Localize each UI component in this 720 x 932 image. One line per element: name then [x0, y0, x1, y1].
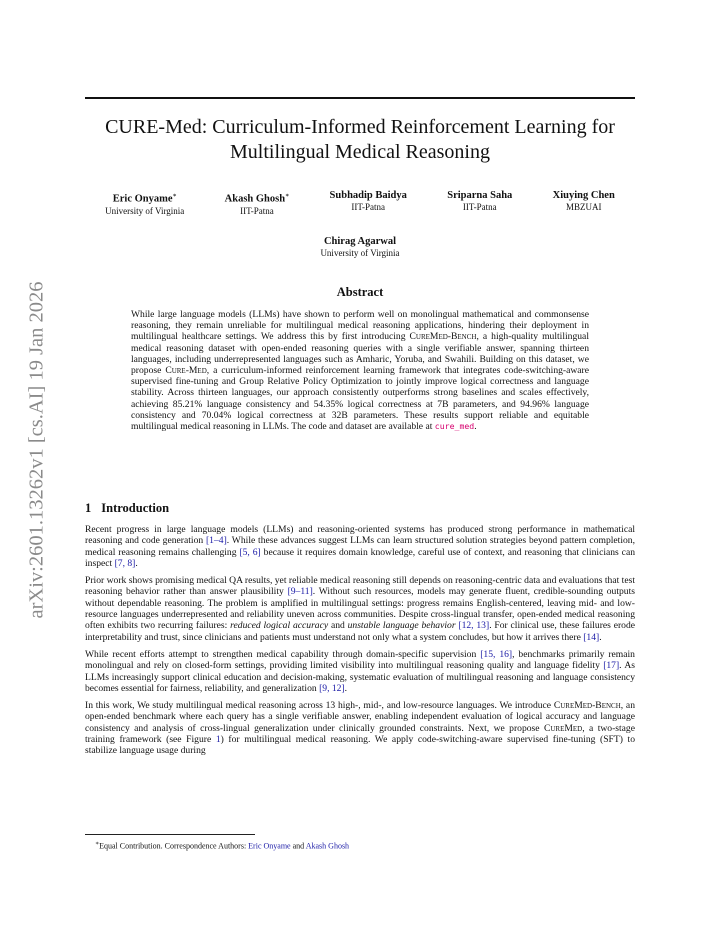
text: ) for multilingual medical reasoning. We apply code-switching-aware supervised fine-tuning (SFT) to stabilize language usage during — [85, 734, 635, 757]
abstract-text: While large language models (LLMs) have shown to perform well on monolingual mathematical and commonsense reasoning, they remain unreliable for multilingual medical reasoning applications, hindering their deployment in multilingual healthcare settings. We address this by first introducing — [131, 309, 589, 343]
text: In this work, We study multilingual medical reasoning across 13 high-, mid-, and low-resource languages. We introduce — [85, 700, 554, 712]
citation-link[interactable]: [12, 13] — [458, 620, 490, 632]
paragraph — [85, 524, 635, 569]
author-name: Chirag Agarwal — [323, 236, 397, 247]
citation-link[interactable]: [9–11] — [287, 586, 313, 598]
footnote-text: and — [290, 841, 306, 851]
abstract-text: , a curriculum-informed reinforcement learning framework that integrates code-switching-aware supervised fine-tuning and Group Relative Policy Optimization to jointly improve logical correctness and language stability. Across thirteen languages, our approach consistently outperforms strong baselines and scales effectively, achieving 85.21% language consistency and 54.35% logical correctness at 7B parameters, and 94.96% language consistency and 70.04% logical correctness at 32B parameters. These results support reliable and equitable multilingual medical reasoning in LLMs. The code and dataset are available at — [131, 365, 589, 433]
paragraph — [85, 575, 635, 643]
author-4 — [447, 190, 512, 217]
author-email-link[interactable]: Akash Ghosh — [305, 841, 350, 851]
section-title: Introduction — [101, 501, 170, 515]
author-name: Akash Ghosh — [224, 193, 286, 205]
author-1 — [105, 190, 184, 217]
text: . — [344, 682, 348, 694]
author-name: Subhadip Baidya — [329, 190, 407, 201]
citation-link[interactable]: [7, 8] — [114, 557, 136, 569]
author-5 — [553, 190, 615, 217]
author-name: Eric Onyame — [112, 193, 173, 205]
text: . — [599, 631, 602, 643]
citation-link[interactable]: [14] — [583, 631, 600, 643]
footnote-text: Equal Contribution. Correspondence Authors: — [99, 841, 249, 851]
footnote-mark: ∗ — [95, 841, 100, 847]
abstract-body — [131, 309, 589, 432]
paper-title — [85, 115, 635, 165]
title-line-2: Multilingual Medical Reasoning — [230, 141, 490, 163]
author-2 — [225, 190, 290, 217]
footnote — [95, 839, 349, 852]
method-name: Cure-Med — [165, 365, 207, 377]
citation-link[interactable]: [9, 12] — [319, 682, 345, 694]
text: While recent efforts attempt to strengthen medical capability through domain-specific supervision — [85, 648, 481, 660]
author-name: Sriparna Saha — [447, 190, 513, 201]
method-name: CureMed — [543, 722, 583, 734]
text: and — [328, 620, 348, 632]
section-number: 1 — [85, 501, 92, 515]
text: . As LLMs increasingly support clinical education and decision-making, systematic evaluation of multilingual reasoning and language consistency becomes essential for fairness, reliability, and generalization — [85, 660, 635, 694]
footnote-rule — [85, 834, 255, 835]
introduction-body — [85, 524, 635, 763]
author-affiliation: IIT-Patna — [462, 202, 497, 212]
author-list — [85, 190, 635, 217]
text: . For clinical use, these failures erode interpretability and trust, since clinicians and patients must understand not only what a system concludes, but how it arrives there — [85, 620, 635, 643]
top-rule — [85, 97, 635, 99]
text: Prior work shows promising medical QA results, yet reliable medical reasoning still depends on reasoning-centric data and evaluations that test reasoning behavior rather than answer plausibility — [85, 575, 635, 598]
title-line-1: CURE-Med: Curriculum-Informed Reinforcement Learning for — [105, 116, 615, 138]
code-link[interactable]: cure_med — [434, 421, 475, 432]
citation-link[interactable]: [17] — [603, 660, 620, 672]
arxiv-id-text: arXiv:2601.13262v1 [cs.AI] 19 Jan 2026 — [25, 281, 48, 619]
text: . — [135, 557, 138, 569]
text: . Without such resources, models may generate fluent, credible-sounding outputs without dependable reasoning. The problem is amplified in multilingual settings: progress remains English-centered, leaving mid- and low-resource languages underrepresented and reliability uneven across communities. Despite cross-lingual transfer, open-ended medical reasoning often exhibits two recurring failures: — [85, 586, 636, 632]
abstract-text: , a high-quality multilingual medical reasoning dataset with open-ended reasoning queries with a single verifiable answer, spanning thirteen languages, including underrepresented languages such as Amharic, Yoruba, and Swahili. Building on this dataset, we propose — [131, 331, 589, 377]
text: Recent progress in large language models (LLMs) and reasoning-oriented systems has produced strong performance in mathematical reasoning and code generation — [85, 524, 635, 547]
author-3 — [330, 190, 407, 217]
author-name: Xiuying Chen — [552, 190, 615, 201]
text: , a two-stage training framework (see Figure — [85, 722, 635, 746]
figure-link[interactable]: 1 — [215, 734, 221, 746]
benchmark-name: CureMed-Bench — [409, 331, 477, 343]
citation-link[interactable]: [5, 6] — [239, 546, 261, 558]
section-heading — [85, 501, 169, 516]
benchmark-name: CureMed-Bench — [553, 700, 621, 712]
author-affiliation: IIT-Patna — [240, 205, 274, 216]
abstract-heading: Abstract — [336, 285, 384, 299]
abstract-text: . — [474, 421, 477, 433]
emphasis: reduced logical accuracy — [230, 620, 329, 632]
arxiv-identifier — [17, 240, 57, 660]
equal-contribution-mark: ∗ — [172, 193, 177, 199]
author-affiliation: University of Virginia — [320, 248, 400, 258]
author-affiliation: MBZUAI — [565, 202, 602, 212]
text: because it requires domain knowledge, careful use of context, and reasoning that clinicians can inspect — [85, 546, 635, 569]
text: , an open-ended benchmark where each query has a single verifiable answer, enabling independent evaluation of logical accuracy and language consistency and analysis of cross-lingual generalization under clinically grounded constraints. Next, we propose — [85, 700, 635, 734]
equal-contribution-mark: ∗ — [285, 193, 290, 199]
text: , benchmarks primarily remain monolingual and rely on closed-form settings, providing limited visibility into multilingual reasoning quality and language fidelity — [85, 648, 635, 672]
text: . While these advances suggest LLMs can learn structured solution strategies beyond pattern completion, medical reasoning remains challenging — [85, 535, 635, 558]
author-affiliation: IIT-Patna — [351, 202, 386, 212]
paragraph — [85, 649, 635, 694]
author-email-link[interactable]: Eric Onyame — [248, 841, 291, 851]
citation-link[interactable]: [1–4] — [205, 535, 227, 547]
citation-link[interactable]: [15, 16] — [480, 648, 513, 660]
emphasis: unstable language behavior — [347, 620, 456, 632]
paragraph — [85, 700, 635, 756]
author-affiliation: University of Virginia — [105, 205, 185, 216]
author-6 — [85, 236, 635, 259]
